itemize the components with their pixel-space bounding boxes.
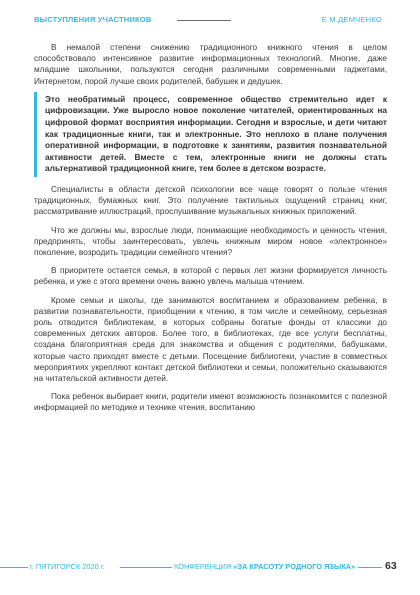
callout-text: Это необратимый процесс, современное общество стремительно идет к цифровизации. Уже выросло новое поколение читателей, ориентированных на цифровой формат восприятия информации. Сегодня и взрослые, и дети читают как традиционные книги, так и электронные. Это неплохо в плане получения оперативной информации, в подготовке к занятиям, развития познавательной активности детей. Вместе с тем, электронные книги не должны стать альтернативой традиционной книге, тем более в детском возрасте. — [45, 93, 387, 174]
header-section-title: ВЫСТУПЛЕНИЯ УЧАСТНИКОВ — [34, 15, 152, 24]
paragraph-1: В немалой степени снижению традиционного книжного чтения в целом способствовало интенсивное развитие информационных технологий. Многие, даже младшие школьники, пользуются сегодня различными современными гаджетами, Интернетом, порой лучше своих родителей, бабушек и дедушек. — [34, 43, 387, 86]
footer-conference — [174, 562, 355, 571]
footer-conference-prefix: КОНФЕРЕНЦИЯ — [174, 562, 234, 571]
paragraph-3: Что же должны мы, взрослые люди, понимающие необходимость и ценность чтения, предпринять, чтобы заинтересовать, увлечь книжным миром новое «электронное» поколение, возродить традиции семейного чтения? — [34, 225, 387, 257]
footer-place: г. ПЯТИГОРСК 2020 г. — [30, 562, 105, 571]
footer-divider-right — [358, 567, 382, 568]
page-number: 63 — [385, 560, 397, 572]
footer-divider-middle — [120, 567, 172, 568]
running-footer — [0, 561, 420, 575]
callout-block — [34, 92, 387, 177]
footer-conference-title: «ЗА КРАСОТУ РОДНОГО ЯЗЫКА» — [233, 562, 356, 571]
paragraph-4: В приоритете остается семья, в которой с первых лет жизни формируется личность ребенка, и уже с этого времени очень важно увлечь малыша чтением. — [34, 266, 387, 287]
paragraph-2: Специалисты в области детской психологии все чаще говорят о пользе чтения традиционных, бумажных книг. Это получение тактильных ощущений страниц книг, рассматривание иллюстраций, прослушивание музыкальных книжных приложений. — [34, 184, 387, 217]
header-author: Е.М.ДЕМЧЕНКО — [321, 15, 382, 24]
footer-divider-left — [0, 567, 28, 568]
paragraph-6: Пока ребенок выбирает книги, родители имеют возможность познакомится с полезной информацией по методике и технике чтения, воспитанию — [34, 392, 387, 413]
article-body — [34, 42, 387, 414]
header-divider — [177, 20, 231, 21]
running-header — [34, 15, 402, 27]
paragraph-5: Кроме семьи и школы, где занимаются воспитанием и образованием ребенка, в развитии познавательности, приобщении к чтению, в том числе и семейному, серьезная роль отводится библиотекам, в которых собраны богатые фонды от классики до современных детских авторов. Более того, в библиотеках, где все услуги бесплатны, создана благоприятная среда для знакомства и общения с родителями, бабушками, которые часто приходят вместе с детьми. Посещение библиотеки, участие в совместных мероприятиях укрепляют контакт детской библиотеки и семьи, положительно сказываются на читательской активности детей. — [34, 295, 387, 384]
